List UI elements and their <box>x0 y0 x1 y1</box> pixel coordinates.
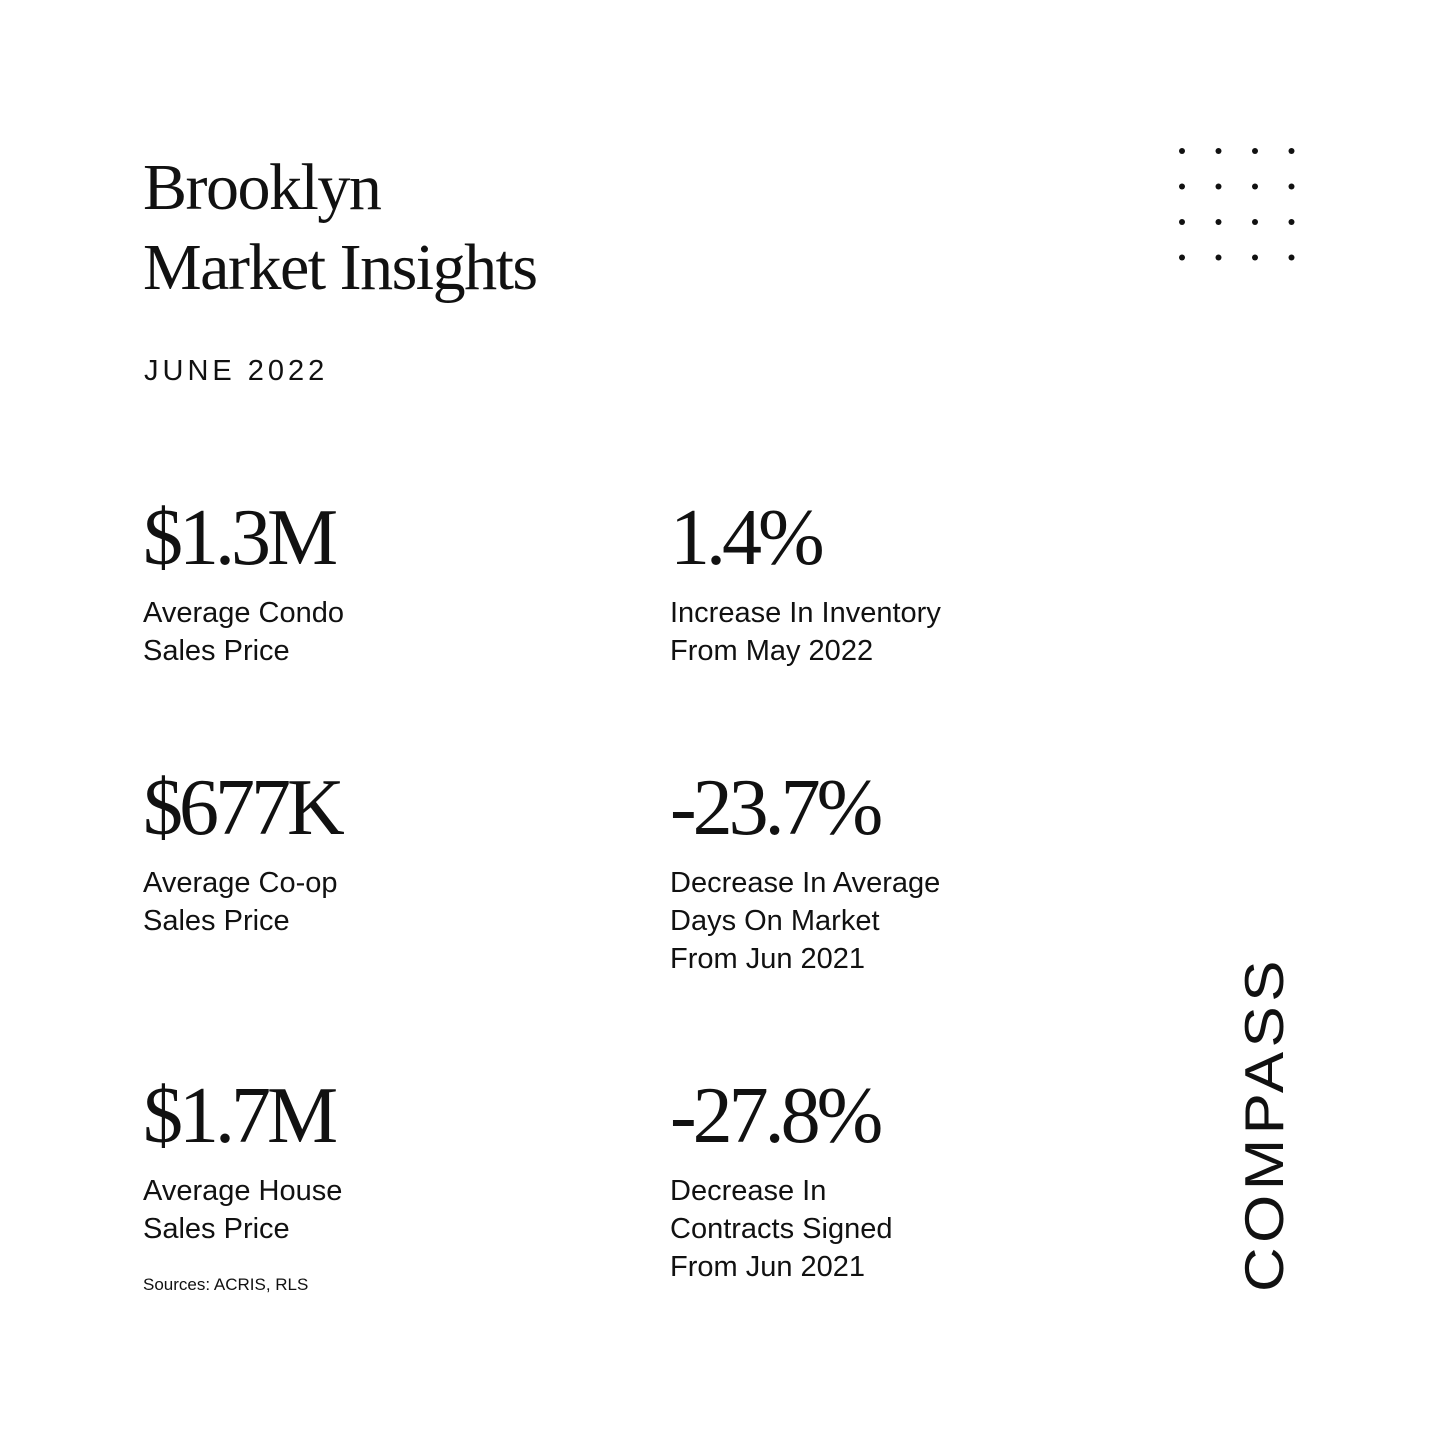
stat-house-price <box>143 1074 563 1248</box>
sources-note: Sources: ACRIS, RLS <box>143 1275 309 1294</box>
stat-label-line: Sales Price <box>143 1213 290 1245</box>
stat-label-line: Average House <box>143 1175 343 1207</box>
stat-label-line: Decrease In <box>670 1175 827 1207</box>
stat-coop-price <box>143 766 563 940</box>
stat-inventory-change <box>670 496 1090 670</box>
stat-value: 1.4% <box>670 494 821 582</box>
stat-label-line: Contracts Signed <box>670 1213 893 1245</box>
dot <box>1179 219 1185 225</box>
stat-label <box>143 864 563 940</box>
dot <box>1252 184 1258 190</box>
stat-value: $1.7M <box>143 1072 335 1160</box>
stat-label <box>143 1172 563 1248</box>
stat-label-line: Days On Market <box>670 905 880 937</box>
dot <box>1216 219 1222 225</box>
stat-value: $1.3M <box>143 494 335 582</box>
stat-label-line: Average Co-op <box>143 867 338 899</box>
dot <box>1289 219 1295 225</box>
stat-label <box>670 1172 1090 1286</box>
stat-label-line: From May 2022 <box>670 635 874 667</box>
stat-value: -23.7% <box>670 764 880 852</box>
stat-days-on-market-change <box>670 766 1090 978</box>
stat-condo-price <box>143 496 563 670</box>
title-line-location: Brooklyn <box>143 151 381 224</box>
dot <box>1179 255 1185 261</box>
dot <box>1216 184 1222 190</box>
dot <box>1289 148 1295 154</box>
dot <box>1289 255 1295 261</box>
stat-value: -27.8% <box>670 1072 880 1160</box>
stat-label <box>670 594 1090 670</box>
stat-label-line: Average Condo <box>143 597 345 629</box>
report-date: JUNE 2022 <box>144 355 329 387</box>
stat-label-line: From Jun 2021 <box>670 1251 866 1283</box>
stat-value: $677K <box>143 764 341 852</box>
dot <box>1252 255 1258 261</box>
dot <box>1179 148 1185 154</box>
dot-grid-icon <box>1174 141 1298 265</box>
stat-label-line: Increase In Inventory <box>670 597 941 629</box>
dot <box>1179 184 1185 190</box>
title-line-subject: Market Insights <box>143 231 537 304</box>
dot <box>1216 255 1222 261</box>
dot <box>1252 219 1258 225</box>
dot <box>1289 184 1295 190</box>
stat-label <box>143 594 563 670</box>
stat-label-line: Sales Price <box>143 905 290 937</box>
stat-label <box>670 864 1090 978</box>
compass-logo <box>1226 950 1306 1300</box>
dot <box>1252 148 1258 154</box>
stat-contracts-signed-change <box>670 1074 1090 1286</box>
compass-logo-mark <box>1226 950 1306 1300</box>
stat-label-line: From Jun 2021 <box>670 943 866 975</box>
dot <box>1216 148 1222 154</box>
page-title <box>143 148 537 308</box>
stat-label-line: Decrease In Average <box>670 867 941 899</box>
stat-label-line: Sales Price <box>143 635 290 667</box>
logo-text: COMPASS <box>1233 993 1295 1292</box>
